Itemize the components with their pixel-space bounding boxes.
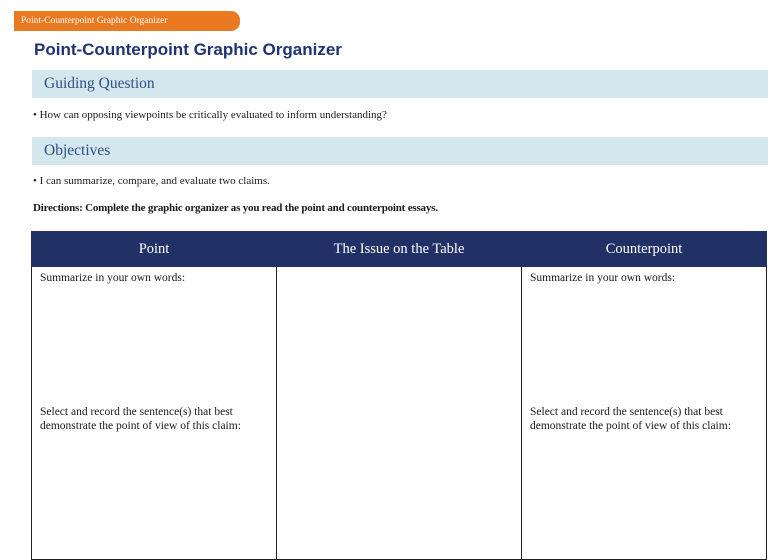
point-cell[interactable] <box>32 267 277 560</box>
counterpoint-summarize-prompt: Summarize in your own words: <box>530 272 676 284</box>
directions-text: Directions: Complete the graphic organizer as you read the point and counterpoint essays. <box>33 202 438 214</box>
guiding-question-text: • How can opposing viewpoints be critically evaluated to inform understanding? <box>33 109 387 121</box>
page-title: Point-Counterpoint Graphic Organizer <box>34 40 342 59</box>
counterpoint-select-prompt: Select and record the sentence(s) that best demonstrate the point of view of this claim: <box>530 406 731 432</box>
counterpoint-cell[interactable] <box>522 267 767 560</box>
objectives-text: • I can summarize, compare, and evaluate two claims. <box>33 175 270 187</box>
issue-cell[interactable] <box>277 267 522 560</box>
guiding-question-heading: Guiding Question <box>32 70 768 98</box>
point-select-prompt: Select and record the sentence(s) that best demonstrate the point of view of this claim: <box>40 406 241 432</box>
header-tab: Point-Counterpoint Graphic Organizer <box>14 11 240 31</box>
objectives-heading: Objectives <box>32 137 768 165</box>
graphic-organizer-table <box>31 231 767 560</box>
column-header-issue: The Issue on the Table <box>277 232 522 267</box>
point-summarize-prompt: Summarize in your own words: <box>40 272 186 284</box>
column-header-point: Point <box>32 232 277 267</box>
column-header-counterpoint: Counterpoint <box>522 232 767 267</box>
